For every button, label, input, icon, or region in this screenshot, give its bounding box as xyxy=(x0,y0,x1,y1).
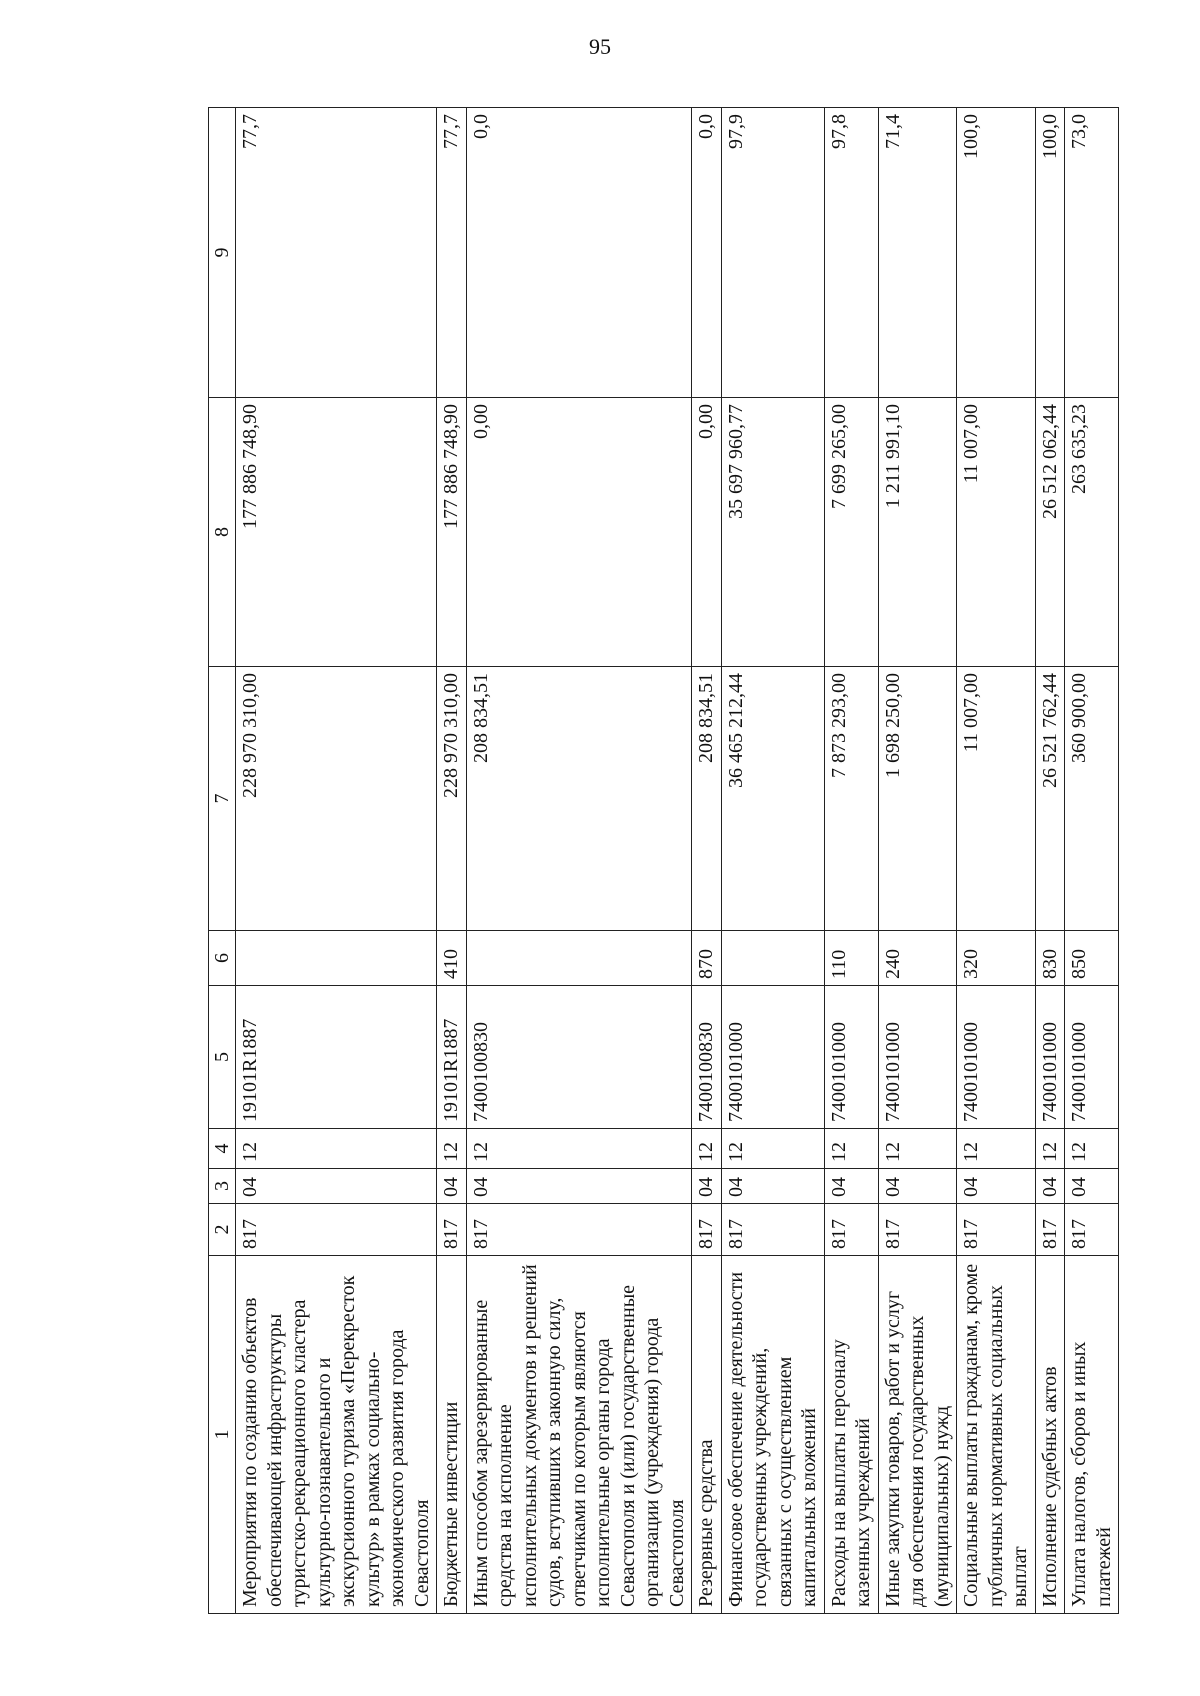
row-col-9: 0,0 xyxy=(692,108,722,398)
row-name: Резервные средства xyxy=(692,1256,722,1614)
row-col-3: 04 xyxy=(878,1169,957,1204)
row-col-8: 26 512 062,44 xyxy=(1035,398,1065,667)
row-col-2: 817 xyxy=(957,1204,1036,1256)
row-col-7: 7 873 293,00 xyxy=(824,667,878,931)
row-col-8: 263 635,23 xyxy=(1065,398,1119,667)
row-col-9: 100,0 xyxy=(1035,108,1065,398)
row-name: Финансовое обеспечение деятельности государственных учреждений, связанных с осуществлением капитальных вложений xyxy=(721,1256,824,1614)
row-col-7: 228 970 310,00 xyxy=(236,667,437,931)
row-col-7: 208 834,51 xyxy=(692,667,722,931)
table-row xyxy=(437,108,467,1614)
row-col-6: 850 xyxy=(1065,931,1119,986)
row-col-8: 177 886 748,90 xyxy=(437,398,467,667)
row-col-2: 817 xyxy=(437,1204,467,1256)
header-col-2: 2 xyxy=(209,1204,236,1256)
row-col-4: 12 xyxy=(1065,1129,1119,1169)
row-col-7: 360 900,00 xyxy=(1065,667,1119,931)
row-col-2: 817 xyxy=(721,1204,824,1256)
header-col-8: 8 xyxy=(209,398,236,667)
row-col-4: 12 xyxy=(466,1129,692,1169)
row-col-4: 12 xyxy=(236,1129,437,1169)
row-col-6: 240 xyxy=(878,931,957,986)
header-col-5: 5 xyxy=(209,986,236,1129)
row-col-6: 320 xyxy=(957,931,1036,986)
row-col-2: 817 xyxy=(1065,1204,1119,1256)
row-col-5: 7400101000 xyxy=(824,986,878,1129)
row-col-6: 870 xyxy=(692,931,722,986)
row-name: Иные закупки товаров, работ и услуг для обеспечения государственных (муниципальных) нужд xyxy=(878,1256,957,1614)
table-row xyxy=(236,108,437,1614)
table-row xyxy=(692,108,722,1614)
row-col-2: 817 xyxy=(824,1204,878,1256)
row-col-9: 97,9 xyxy=(721,108,824,398)
row-col-3: 04 xyxy=(466,1169,692,1204)
header-col-7: 7 xyxy=(209,667,236,931)
row-col-9: 100,0 xyxy=(957,108,1036,398)
row-col-2: 817 xyxy=(236,1204,437,1256)
row-col-9: 97,8 xyxy=(824,108,878,398)
row-col-4: 12 xyxy=(824,1129,878,1169)
row-col-8: 1 211 991,10 xyxy=(878,398,957,667)
row-col-5: 7400100830 xyxy=(692,986,722,1129)
row-col-5: 7400101000 xyxy=(721,986,824,1129)
table-row xyxy=(721,108,824,1614)
row-col-8: 0,00 xyxy=(466,398,692,667)
table-row xyxy=(1035,108,1065,1614)
row-col-5: 19101R1887 xyxy=(236,986,437,1129)
header-col-3: 3 xyxy=(209,1169,236,1204)
row-col-7: 208 834,51 xyxy=(466,667,692,931)
row-col-6 xyxy=(721,931,824,986)
row-col-5: 7400101000 xyxy=(878,986,957,1129)
row-col-4: 12 xyxy=(957,1129,1036,1169)
row-col-7: 1 698 250,00 xyxy=(878,667,957,931)
row-col-8: 11 007,00 xyxy=(957,398,1036,667)
row-name: Исполнение судебных актов xyxy=(1035,1256,1065,1614)
row-name: Расходы на выплаты персоналу казенных учреждений xyxy=(824,1256,878,1614)
row-col-3: 04 xyxy=(236,1169,437,1204)
rotated-table-container xyxy=(208,108,1114,1614)
row-name: Мероприятия по созданию объектов обеспечивающей инфраструктуры туристско-рекреационного кластера культурно-познавательного и экскурсионного туризма «Перекресток культур» в рамках социально-экономического развития города Севастополя xyxy=(236,1256,437,1614)
row-col-6: 110 xyxy=(824,931,878,986)
row-col-4: 12 xyxy=(692,1129,722,1169)
table-row xyxy=(878,108,957,1614)
row-col-6 xyxy=(466,931,692,986)
table-row xyxy=(957,108,1036,1614)
page-number: 95 xyxy=(589,34,611,59)
row-col-7: 36 465 212,44 xyxy=(721,667,824,931)
row-col-4: 12 xyxy=(437,1129,467,1169)
row-col-5: 7400100830 xyxy=(466,986,692,1129)
row-col-3: 04 xyxy=(437,1169,467,1204)
header-col-6: 6 xyxy=(209,931,236,986)
row-col-6: 410 xyxy=(437,931,467,986)
header-col-9: 9 xyxy=(209,108,236,398)
row-col-3: 04 xyxy=(1065,1169,1119,1204)
row-col-4: 12 xyxy=(721,1129,824,1169)
row-col-3: 04 xyxy=(1035,1169,1065,1204)
header-col-1: 1 xyxy=(209,1256,236,1614)
row-col-9: 73,0 xyxy=(1065,108,1119,398)
row-col-9: 77,7 xyxy=(236,108,437,398)
row-col-2: 817 xyxy=(466,1204,692,1256)
row-col-3: 04 xyxy=(721,1169,824,1204)
row-col-7: 11 007,00 xyxy=(957,667,1036,931)
budget-table xyxy=(208,107,1119,1614)
row-col-3: 04 xyxy=(692,1169,722,1204)
row-col-3: 04 xyxy=(957,1169,1036,1204)
row-col-5: 7400101000 xyxy=(1065,986,1119,1129)
row-col-9: 77,7 xyxy=(437,108,467,398)
row-name: Иным способом зарезервированные средства на исполнение исполнительных документов и решений судов, вступивших в законную силу, ответчиками по которым являются исполнительные органы города Севастополя и (или) государственные организации (учреждения) города Севастополя xyxy=(466,1256,692,1614)
row-col-4: 12 xyxy=(878,1129,957,1169)
row-col-9: 0,0 xyxy=(466,108,692,398)
row-name: Бюджетные инвестиции xyxy=(437,1256,467,1614)
row-col-7: 228 970 310,00 xyxy=(437,667,467,931)
row-col-6: 830 xyxy=(1035,931,1065,986)
row-col-8: 0,00 xyxy=(692,398,722,667)
row-col-4: 12 xyxy=(1035,1129,1065,1169)
row-col-5: 7400101000 xyxy=(957,986,1036,1129)
table-row xyxy=(824,108,878,1614)
table-row xyxy=(466,108,692,1614)
row-col-8: 35 697 960,77 xyxy=(721,398,824,667)
row-col-6 xyxy=(236,931,437,986)
row-col-2: 817 xyxy=(692,1204,722,1256)
row-col-3: 04 xyxy=(824,1169,878,1204)
row-col-2: 817 xyxy=(878,1204,957,1256)
row-col-2: 817 xyxy=(1035,1204,1065,1256)
row-name: Уплата налогов, сборов и иных платежей xyxy=(1065,1256,1119,1614)
row-col-7: 26 521 762,44 xyxy=(1035,667,1065,931)
row-col-8: 177 886 748,90 xyxy=(236,398,437,667)
row-name: Социальные выплаты гражданам, кроме публичных нормативных социальных выплат xyxy=(957,1256,1036,1614)
row-col-5: 7400101000 xyxy=(1035,986,1065,1129)
row-col-8: 7 699 265,00 xyxy=(824,398,878,667)
row-col-5: 19101R1887 xyxy=(437,986,467,1129)
header-row xyxy=(209,108,236,1614)
header-col-4: 4 xyxy=(209,1129,236,1169)
row-col-9: 71,4 xyxy=(878,108,957,398)
table-row xyxy=(1065,108,1119,1614)
